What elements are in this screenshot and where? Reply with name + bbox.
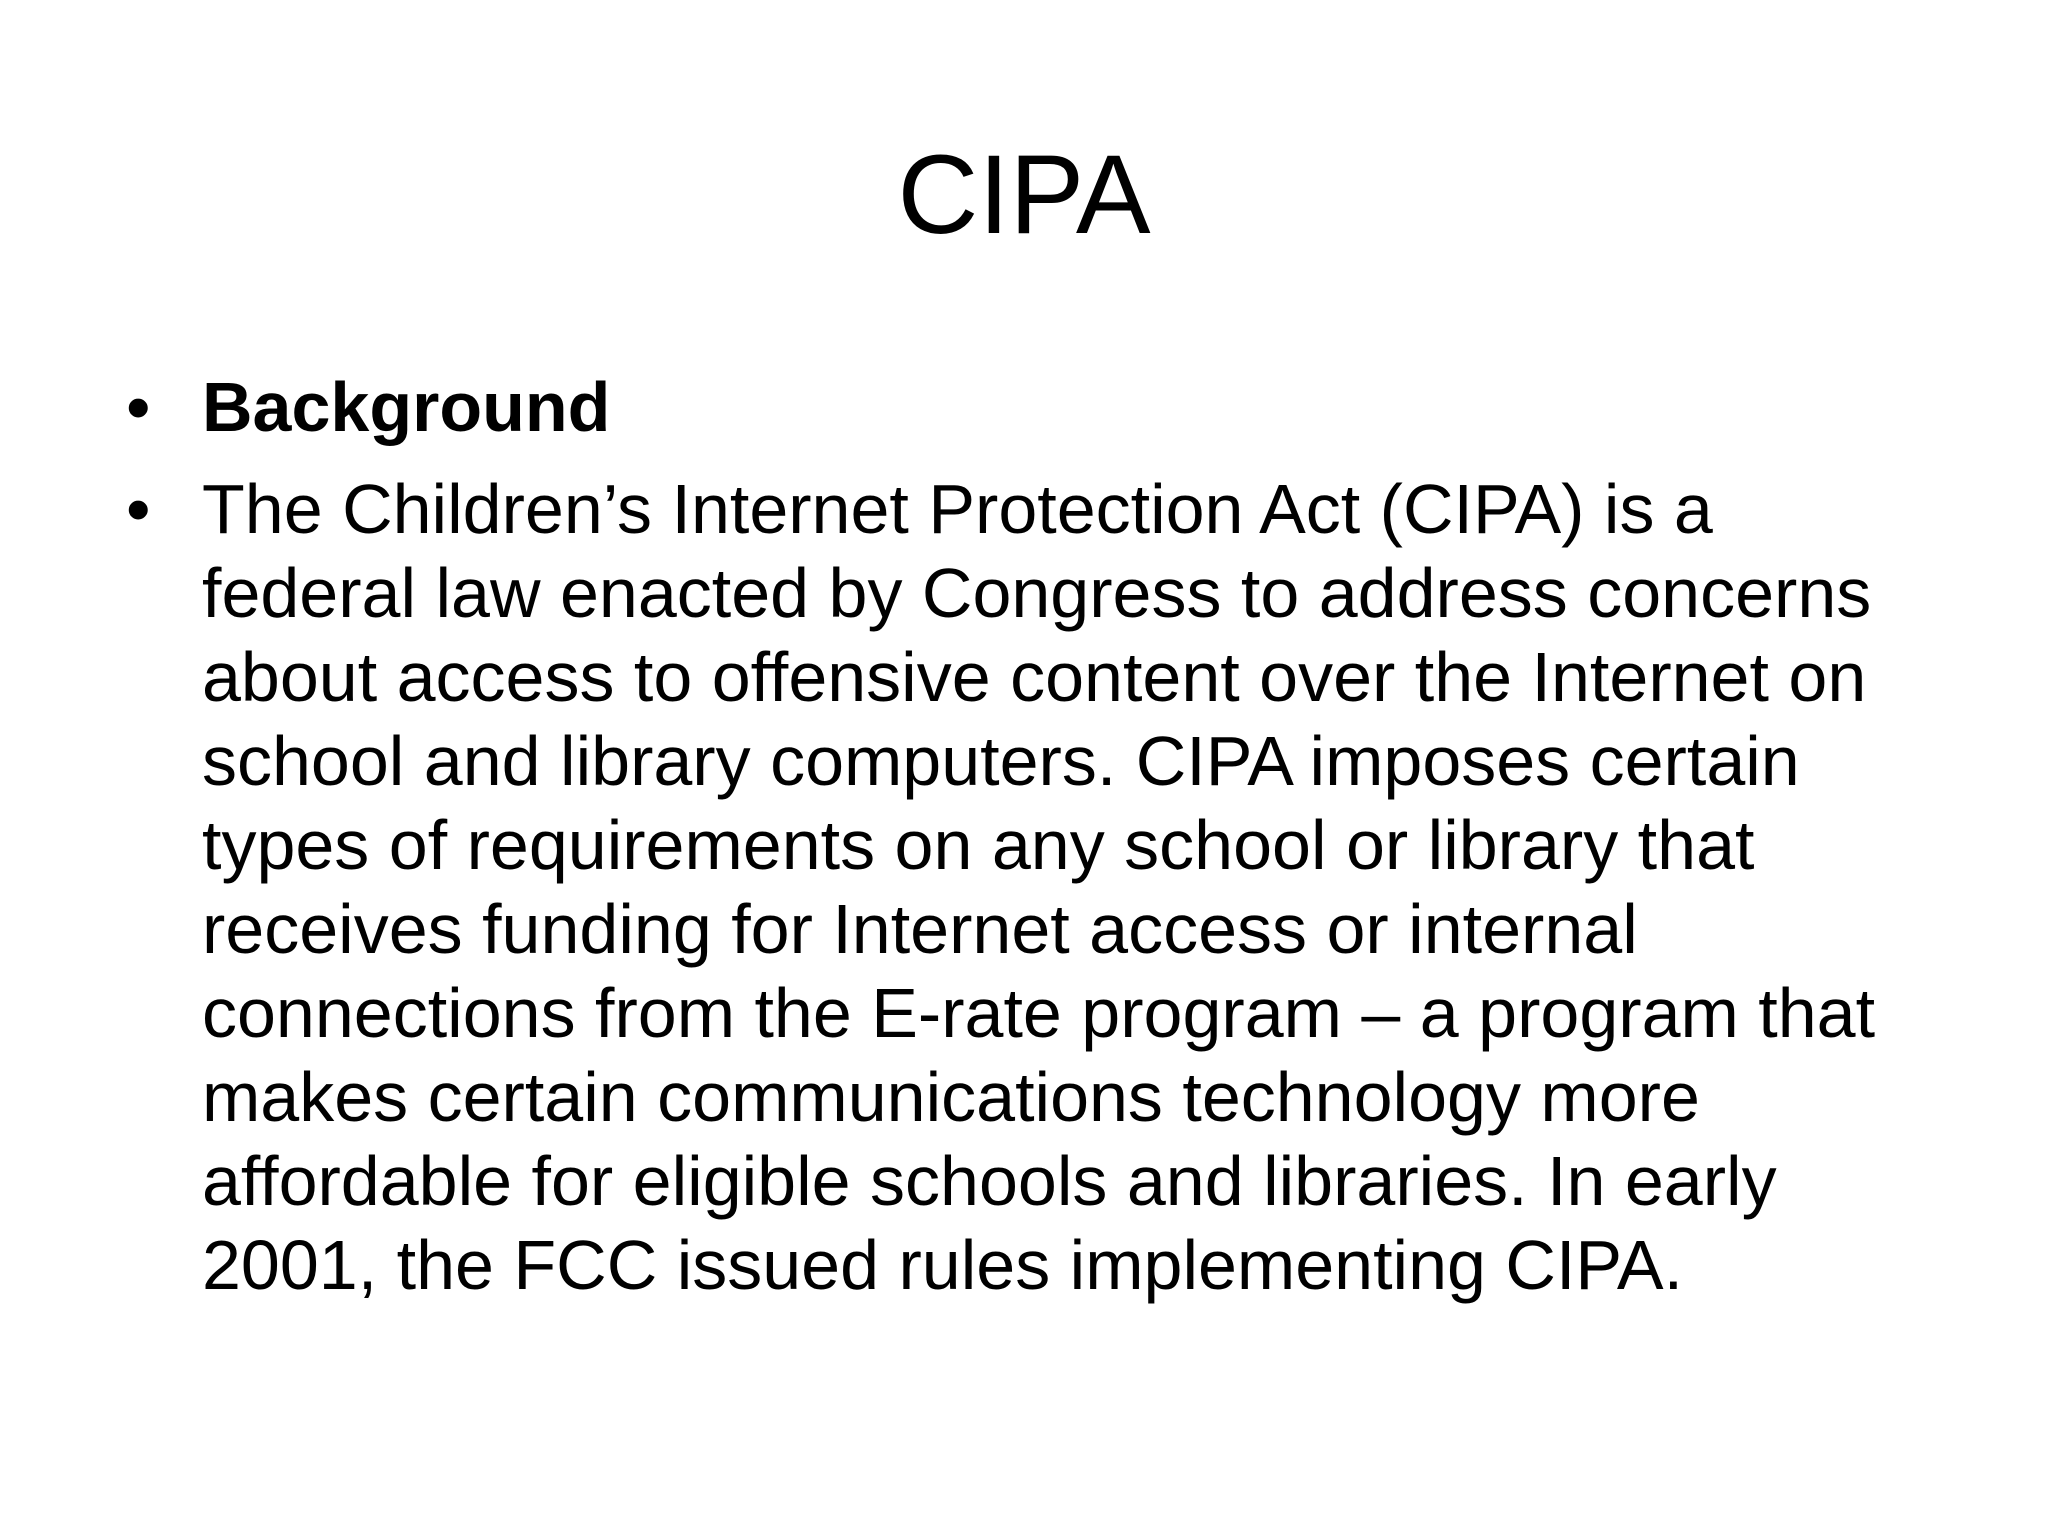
bullet-item-background <box>120 365 1940 449</box>
bullet-icon: • <box>126 470 151 548</box>
slide-title: CIPA <box>897 132 1151 257</box>
bullet-list <box>120 365 1940 1325</box>
bullet-item-description <box>120 467 1940 1307</box>
bullet-heading-background: Background <box>202 368 611 446</box>
bullet-icon: • <box>126 368 151 446</box>
bullet-text-description: The Children’s Internet Protection Act (CIPA) is a federal law enacted by Congress to address concerns about access to offensive content over the Internet on school and library computers. CIPA imposes certain types of requirements on any school or library that receives funding for Internet access or internal connections from the E-rate program – a program that makes certain communications technology more affordable for eligible schools and libraries. In early 2001, the FCC issued rules implementing CIPA. <box>202 470 1876 1304</box>
